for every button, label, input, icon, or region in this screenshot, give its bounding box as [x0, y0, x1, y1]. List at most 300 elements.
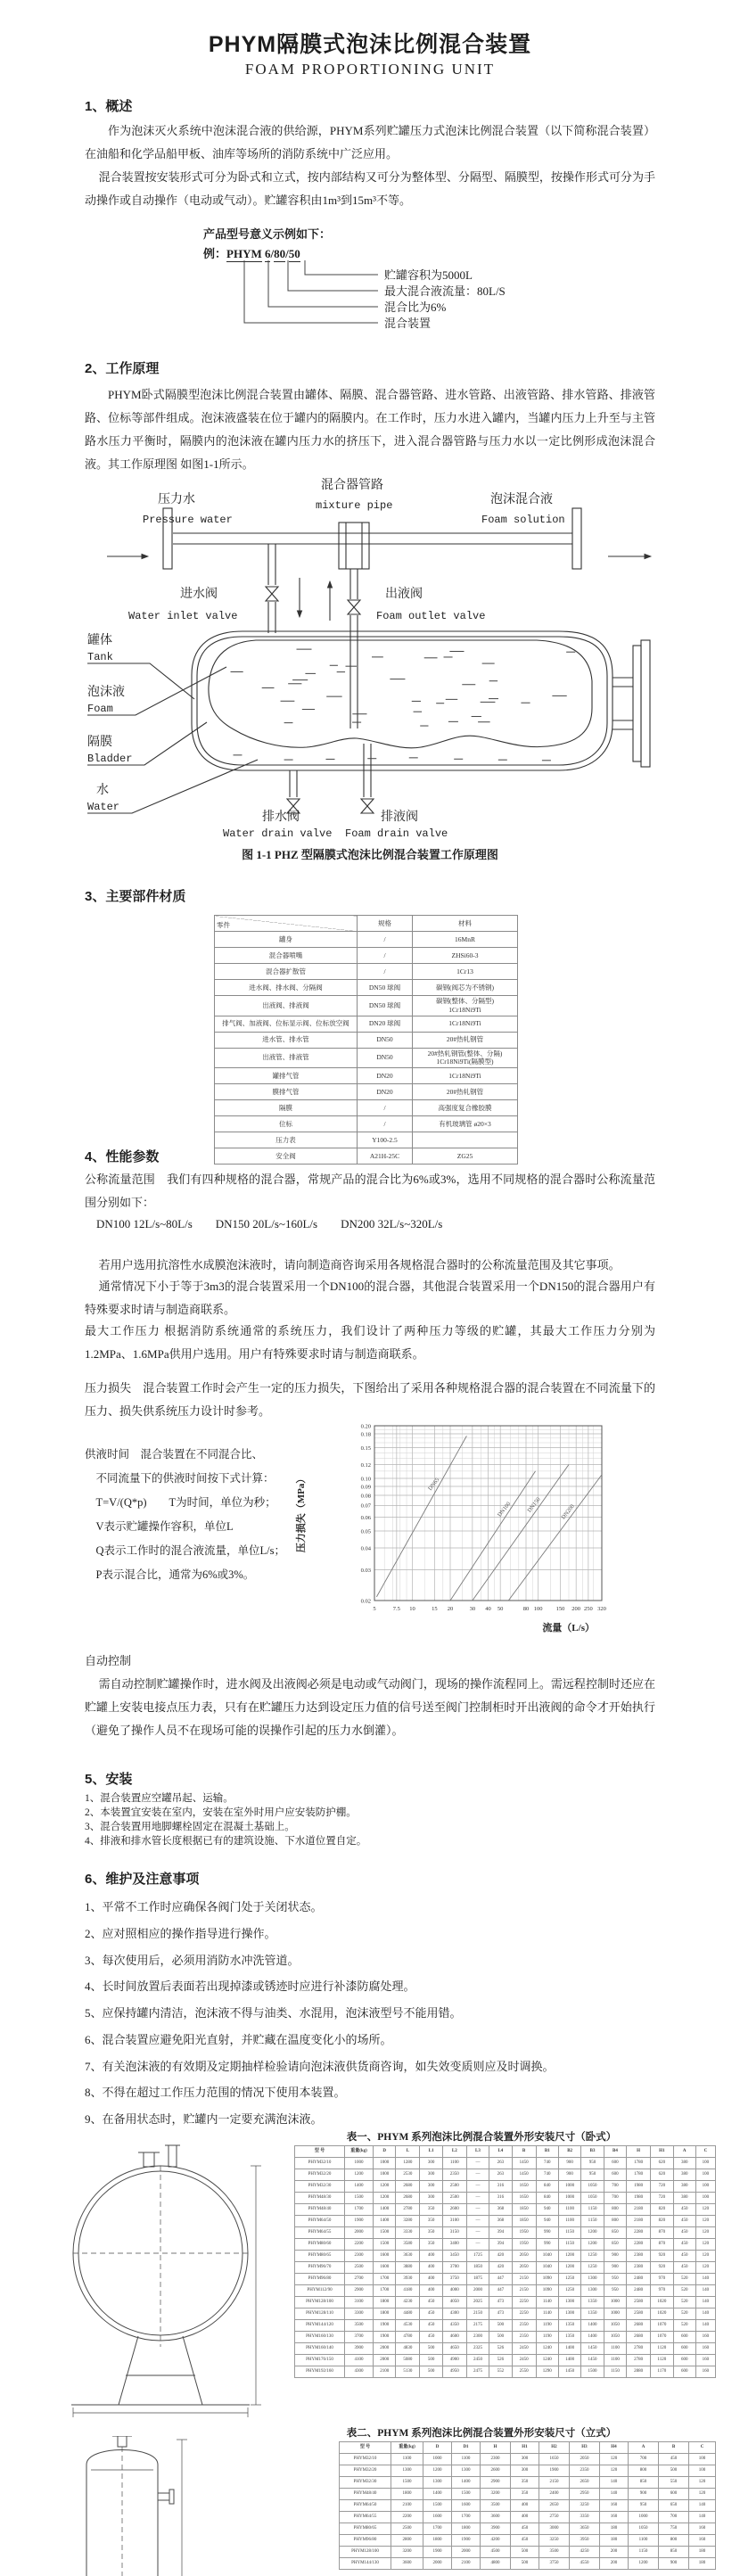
cell: 4780 [396, 2332, 420, 2343]
table-row [340, 2547, 716, 2558]
table-row [295, 2297, 716, 2309]
cell: 1140 [536, 2309, 558, 2320]
cell: 1000 [423, 2454, 452, 2465]
cell: 1700 [423, 2523, 452, 2535]
performance-p1: 若用户选用抗溶性水成膜泡沫液时，请向制造商咨询采用各规格混合器时的公称流量范围及其它事项。 [98, 1258, 621, 1272]
figure-1-1-caption: 图 1-1 PHZ 型隔膜式泡沫比例混合装置工作原理图 [242, 848, 498, 861]
cell: 450 [673, 2239, 695, 2251]
x-tick-label: 250 [583, 1606, 593, 1612]
cell: 1700 [452, 2512, 481, 2523]
cell: 1250 [558, 2285, 580, 2297]
y-axis-label: 压力损失（MPa） [296, 1473, 307, 1553]
cell: 3630 [396, 2251, 420, 2262]
cell: 2480 [627, 2274, 651, 2285]
cell: 1450 [558, 2366, 580, 2378]
cell: 447 [489, 2285, 512, 2297]
y-tick-label: 0.05 [360, 1528, 371, 1535]
cell: 2380 [627, 2251, 651, 2262]
cell: 1200 [423, 2465, 452, 2477]
table-row [215, 1048, 518, 1068]
cell: 650 [659, 2500, 689, 2512]
cell: 100 [695, 2193, 715, 2204]
cell: 1600 [423, 2512, 452, 2523]
cell: 394 [489, 2239, 512, 2251]
x-tick-label: 200 [571, 1606, 581, 1612]
cell: 900 [604, 2251, 626, 2262]
cell: 600 [604, 2158, 626, 2169]
cell: 500 [420, 2366, 442, 2378]
cell: 100 [689, 2454, 716, 2465]
cell: 1050 [581, 2193, 604, 2204]
page-title: PHYM隔膜式泡沫比例混合装置 [208, 32, 532, 57]
cell: 750 [659, 2523, 689, 2535]
cell: 2050 [570, 2454, 600, 2465]
cell: 180 [600, 2523, 629, 2535]
cell: 3580 [396, 2239, 420, 2251]
cell: 混合器扩散管 [215, 964, 358, 980]
model-connector-lines [244, 260, 378, 323]
column-header: 材料 [413, 916, 518, 932]
cell: 400 [420, 2251, 442, 2262]
cell: 140 [689, 2512, 716, 2523]
cell: 1900 [345, 2216, 374, 2227]
cell: 1900 [539, 2465, 570, 2477]
water-inlet-valve-label-cn: 进水阀 [180, 588, 218, 601]
cell: 1600 [452, 2500, 481, 2512]
table-row [295, 2193, 716, 2204]
cell: 100 [695, 2181, 715, 2193]
cell: 安全阀 [215, 1148, 358, 1165]
cell: 1800 [374, 2309, 396, 2320]
cell: 1600 [374, 2262, 396, 2274]
cell: 2150 [512, 2285, 536, 2297]
cell: PHYM192/160 [295, 2366, 345, 2378]
bladder-label-cn: 隔膜 [87, 736, 112, 749]
cell: 1000 [604, 2309, 626, 2320]
cell: 140 [695, 2320, 715, 2332]
cell: 4100 [345, 2355, 374, 2366]
cell: 450 [511, 2535, 539, 2547]
cell: 600 [673, 2366, 695, 2378]
cell: 380 [673, 2193, 695, 2204]
cell: 2000 [345, 2227, 374, 2239]
cell: 3500 [539, 2547, 570, 2558]
model-annotation-diagram [203, 260, 587, 337]
section-heading-overview: 1、概述 [85, 99, 133, 114]
table-row [295, 2366, 716, 2378]
cell: 600 [673, 2355, 695, 2366]
cell: 1150 [604, 2366, 626, 2378]
cell: 1300 [581, 2285, 604, 2297]
cell: 473 [489, 2297, 512, 2309]
model-code-series: PHYM [226, 247, 262, 260]
cell: 400 [420, 2274, 442, 2285]
foam-drain-valve-label-cn: 排液阀 [381, 811, 418, 824]
column-header: H3 [570, 2442, 600, 2454]
cell: 900 [604, 2262, 626, 2274]
flow-range-line: DN100 12L/s~80L/s DN150 20L/s~160L/s DN200 32L/s~320L/s [96, 1217, 443, 1230]
cell: 1350 [558, 2332, 580, 2343]
cell: 970 [651, 2285, 673, 2297]
cell: 1000 [558, 2193, 580, 2204]
cell: 2300 [481, 2454, 511, 2465]
cell: 1350 [558, 2320, 580, 2332]
cell: 2750 [539, 2512, 570, 2523]
cell: 1090 [536, 2274, 558, 2285]
materials.table-table [214, 915, 518, 1165]
cell: 1780 [627, 2169, 651, 2181]
cell: 1800 [391, 2489, 423, 2500]
maintenance-item: 8、不得在超过工作压力范围的情况下使用本装置。 [85, 2086, 346, 2099]
cell: PHYM160/140 [295, 2343, 345, 2355]
cell: 3250 [570, 2500, 600, 2512]
cell: 4950 [442, 2366, 466, 2378]
tank-front-shell-outer [73, 2166, 248, 2341]
installation-item: 1、混合装置应空罐吊起、运输。 [85, 1793, 234, 1804]
cell: 2600 [442, 2204, 466, 2216]
materials-table-wrap [214, 915, 518, 1165]
cell: 140 [689, 2500, 716, 2512]
cell: 2880 [627, 2366, 651, 2378]
cell: 2500 [391, 2523, 423, 2535]
cell: 1070 [651, 2332, 673, 2343]
cell: 3700 [345, 2332, 374, 2343]
column-header: B2 [558, 2146, 580, 2158]
cell: 2780 [627, 2355, 651, 2366]
cell: 263 [489, 2169, 512, 2181]
model-code-flow: 80 [274, 247, 286, 260]
y-tick-label: 0.18 [360, 1431, 371, 1438]
model-annotation-device: 混合装置 [384, 317, 432, 330]
cell: / [358, 932, 413, 948]
cell: 2150 [512, 2274, 536, 2285]
cell: 1450 [512, 2158, 536, 2169]
cell: 1400 [452, 2477, 481, 2489]
cell: 368 [489, 2204, 512, 2216]
cell: 1150 [629, 2547, 659, 2558]
cell: 1200 [558, 2262, 580, 2274]
cell: 2280 [627, 2239, 651, 2251]
cell: 1400 [581, 2320, 604, 2332]
cell: 950 [629, 2500, 659, 2512]
column-header: B [659, 2442, 689, 2454]
cell: 600 [673, 2332, 695, 2343]
cell: 1300 [558, 2297, 580, 2309]
cell: 碳钢(整体、分隔型) 1Cr18Ni9Ti [413, 996, 518, 1016]
cell: 2580 [627, 2309, 651, 2320]
cell: 1120 [651, 2343, 673, 2355]
cell: 420 [489, 2262, 512, 2274]
cell: 1100 [604, 2343, 626, 2355]
cell: 1725 [466, 2251, 489, 2262]
cell: / [358, 964, 413, 980]
cell: 160 [695, 2332, 715, 2343]
x-tick-label: 100 [533, 1606, 543, 1612]
cell: 920 [651, 2262, 673, 2274]
cell: 2500 [442, 2193, 466, 2204]
cell: 300 [420, 2158, 442, 2169]
table-row [215, 1016, 518, 1032]
cell: 120 [695, 2251, 715, 2262]
y-tick-label: 0.06 [360, 1514, 371, 1521]
cell: 800 [659, 2535, 689, 2547]
cell: PHYM64/55 [295, 2227, 345, 2239]
cell: 1850 [466, 2262, 489, 2274]
cell: 100 [695, 2158, 715, 2169]
cell: 1300 [558, 2309, 580, 2320]
cell: 160 [600, 2512, 629, 2523]
cell: 2780 [396, 2204, 420, 2216]
y-tick-label: 0.10 [360, 1476, 371, 1483]
cell: 200 [600, 2547, 629, 2558]
cell: DN50 [358, 1032, 413, 1048]
cell: 300 [511, 2454, 539, 2465]
cell: 进水管、排水管 [215, 1032, 358, 1048]
cell: 950 [581, 2169, 604, 2181]
installation-item: 2、本装置宜安装在室内，安装在室外时用户应安装防护棚。 [85, 1807, 357, 1818]
cell: 316 [489, 2181, 512, 2193]
overview-paragraph-2: 混合装置按安装形式可分为卧式和立式，按内部结构又可分为整体型、分隔型、隔膜型，按操作形式可分为手动操作或自动操作（电动或气动）。贮罐容积由1m³到15m³不等。 [85, 170, 655, 207]
model-annotation-flow: 最大混合液流量：80L/S [384, 284, 506, 298]
cell: ZG25 [413, 1148, 518, 1165]
cell: 500 [420, 2355, 442, 2366]
cell: PHYM112/90 [295, 2285, 345, 2297]
cell: PHYM176/150 [295, 2355, 345, 2366]
cell: 2900 [345, 2285, 374, 2297]
cell: 2180 [627, 2216, 651, 2227]
table-row [215, 1132, 518, 1148]
table-row [215, 1032, 518, 1048]
cell: 2200 [345, 2239, 374, 2251]
cell: 4300 [345, 2366, 374, 2378]
cell: 300 [420, 2181, 442, 2193]
cell: 120 [689, 2489, 716, 2500]
performance-p3: 最大工作压力 根据消防系统通常的系统压力，我们设计了两种压力等级的贮罐，其最大工作压力分别为1.2MPa、1.6MPa供用户选用。用户有特殊要求时请与制造商联系。 [85, 1324, 655, 1361]
cell: 1400 [374, 2216, 396, 2227]
x-tick-label: 5 [373, 1606, 376, 1612]
water-inlet-valve-symbol [266, 587, 278, 601]
foam-solution-label-en: Foam solution [481, 514, 565, 526]
cell: 900 [558, 2158, 580, 2169]
cell: 526 [489, 2355, 512, 2366]
cell: 850 [659, 2547, 689, 2558]
cell: 450 [673, 2227, 695, 2239]
model-example-intro: 产品型号意义示例如下： [203, 227, 332, 241]
cell: 2150 [466, 2309, 489, 2320]
mixture-pipe-label-cn: 混合器管路 [321, 479, 383, 492]
cell: 2400 [539, 2489, 570, 2500]
cell: 180 [600, 2535, 629, 2547]
cell: Y100-2.5 [358, 1132, 413, 1148]
model-example-code [203, 244, 300, 261]
cell: — [466, 2216, 489, 2227]
cell: 160 [689, 2535, 716, 2547]
cell: 500 [659, 2465, 689, 2477]
cell: 870 [651, 2239, 673, 2251]
cell: 3930 [396, 2274, 420, 2285]
cell: 1100 [558, 2216, 580, 2227]
cell: 3200 [391, 2547, 423, 2558]
cell: 720 [651, 2193, 673, 2204]
cell: PHYM48/40 [295, 2204, 345, 2216]
cell: 1020 [651, 2309, 673, 2320]
cell: 2150 [539, 2477, 570, 2489]
series-line-DN65 [376, 1436, 466, 1596]
cell: 隔膜 [215, 1100, 358, 1116]
cell: 473 [489, 2309, 512, 2320]
cell: 1190 [536, 2320, 558, 2332]
cell: 4500 [481, 2547, 511, 2558]
tank-shell-outer [192, 631, 613, 770]
cell: 2950 [570, 2489, 600, 2500]
cell: 1150 [558, 2227, 580, 2239]
table-row [340, 2512, 716, 2523]
cell: 160 [695, 2366, 715, 2378]
cell: 1000 [629, 2512, 659, 2523]
cell: 3000 [539, 2523, 570, 2535]
model-code-ratio: 6 [264, 247, 271, 260]
cell: 720 [651, 2181, 673, 2193]
cell: 140 [695, 2274, 715, 2285]
cell: 500 [489, 2332, 512, 2343]
cell: 300 [420, 2169, 442, 2181]
cell: PHYM64/55 [340, 2512, 391, 2523]
cell: 140 [695, 2297, 715, 2309]
cell: 2450 [512, 2343, 536, 2355]
table-row [340, 2477, 716, 2489]
cell: 400 [511, 2500, 539, 2512]
cell: 2000 [423, 2558, 452, 2570]
cell: 1700 [374, 2285, 396, 2297]
cell: 1900 [452, 2535, 481, 2547]
table2-wrap [339, 2441, 738, 2570]
horizontal-tank-drawing [49, 2133, 263, 2418]
water-gap-dashes [233, 755, 550, 761]
cell: 2100 [452, 2558, 481, 2570]
header-row [295, 2146, 716, 2158]
cell: 3650 [570, 2523, 600, 2535]
cell: 4480 [396, 2309, 420, 2320]
table-row [295, 2204, 716, 2216]
section-heading-principle: 2、工作原理 [85, 361, 160, 376]
cell: 4230 [396, 2297, 420, 2309]
cell: 552 [489, 2366, 512, 2378]
column-header: A [673, 2146, 695, 2158]
column-header: H1 [511, 2442, 539, 2454]
cell: 2100 [374, 2366, 396, 2378]
tank-label-cn: 罐体 [87, 634, 112, 647]
cell: 120 [695, 2239, 715, 2251]
cell: 2325 [466, 2343, 489, 2355]
cell: 3750 [442, 2274, 466, 2285]
auto-control-paragraph: 需自动控制贮罐操作时，进水阀及出液阀必须是电动或气动阀门，现场的操作流程同上。需远程控制时还应在贮罐上安装电接点压力表，只有在贮罐压力达到设定压力值的信号送至阀门控制柜时开出液阀的命令才开始执行（避免了操作人员不在现场可能的误操作引起的压力水倒灌）。 [85, 1677, 655, 1737]
cell: 4650 [442, 2343, 466, 2355]
table-row [295, 2158, 716, 2169]
cell: 394 [489, 2227, 512, 2239]
cell: 2000 [452, 2547, 481, 2558]
series-line-DN200 [508, 1475, 602, 1601]
cell: 1150 [581, 2216, 604, 2227]
section-heading-maintenance: 6、维护及注意事项 [85, 1872, 200, 1887]
cell: 380 [673, 2158, 695, 2169]
table2-caption: 表二、PHYM 系列泡沫比例混合装置外形安装尺寸（立式） [346, 2428, 617, 2439]
column-header: H [481, 2442, 511, 2454]
column-header: L3 [466, 2146, 489, 2158]
cell: 1020 [651, 2297, 673, 2309]
cell: 1100 [452, 2454, 481, 2465]
cell: 1250 [581, 2251, 604, 2262]
cell: 3150 [442, 2227, 466, 2239]
maintenance-item: 1、平常不工作时应确保各阀门处于关闭状态。 [85, 1900, 323, 1913]
cell: 700 [604, 2181, 626, 2193]
cell: 1900 [374, 2320, 396, 2332]
y-tick-label: 0.09 [360, 1484, 371, 1491]
cell: 2600 [481, 2465, 511, 2477]
cell: 4800 [481, 2558, 511, 2570]
cell: DN20 [358, 1084, 413, 1100]
cell: DN20 [358, 1068, 413, 1084]
cell: 316 [489, 2193, 512, 2204]
cell: 4600 [442, 2332, 466, 2343]
tank-end-flange-plate-1 [633, 646, 641, 761]
cell: 950 [604, 2274, 626, 2285]
cell: 4000 [442, 2285, 466, 2297]
slash: / [270, 247, 275, 260]
cell: 447 [489, 2274, 512, 2285]
cell: 1500 [452, 2489, 481, 2500]
column-header: A [629, 2442, 659, 2454]
cell: 5130 [396, 2366, 420, 2378]
cell: 120 [695, 2216, 715, 2227]
table1-caption: 表一、PHYM 系列泡沫比例混合装置外形安装尺寸（卧式） [346, 2132, 617, 2143]
cell: 2500 [345, 2262, 374, 2274]
cell: — [466, 2158, 489, 2169]
column-header: L1 [420, 2146, 442, 2158]
cell: 排气阀、加液阀、位标显示阀、位标放空阀 [215, 1016, 358, 1032]
model-annotation-ratio: 混合比为6% [384, 300, 447, 314]
cell: 2450 [466, 2355, 489, 2366]
cell: 1400 [345, 2181, 374, 2193]
header-row [215, 916, 518, 932]
cell: 1140 [536, 2297, 558, 2309]
cell: 450 [420, 2297, 442, 2309]
table-row [295, 2181, 716, 2193]
cell: — [466, 2227, 489, 2239]
bladder-label-en: Bladder [87, 753, 133, 765]
model-annotation-volume: 贮罐容积为5000L [384, 268, 473, 282]
cell: 1300 [581, 2274, 604, 2285]
mixture-pipe-label-en: mixture pipe [316, 499, 393, 512]
table-row [215, 964, 518, 980]
cell: 850 [604, 2227, 626, 2239]
cell: 1450 [581, 2343, 604, 2355]
cell: 2530 [396, 2169, 420, 2181]
cell: 3200 [481, 2489, 511, 2500]
supply-time-line: 不同流量下的供液时间按下式计算： [95, 1472, 275, 1485]
cell: 出液阀、排液阀 [215, 996, 358, 1016]
cell: 950 [604, 2285, 626, 2297]
cell: 1800 [374, 2297, 396, 2309]
x-axis-label: 流量（L/s） [542, 1623, 595, 1634]
cell: 1250 [558, 2274, 580, 2285]
cell: 2500 [442, 2181, 466, 2193]
water-label-en: Water [87, 801, 120, 813]
cell: 520 [673, 2274, 695, 2285]
cell: 120 [600, 2465, 629, 2477]
slash: / [285, 247, 289, 260]
y-tick-label: 0.07 [360, 1502, 371, 1510]
cell: 450 [659, 2454, 689, 2465]
